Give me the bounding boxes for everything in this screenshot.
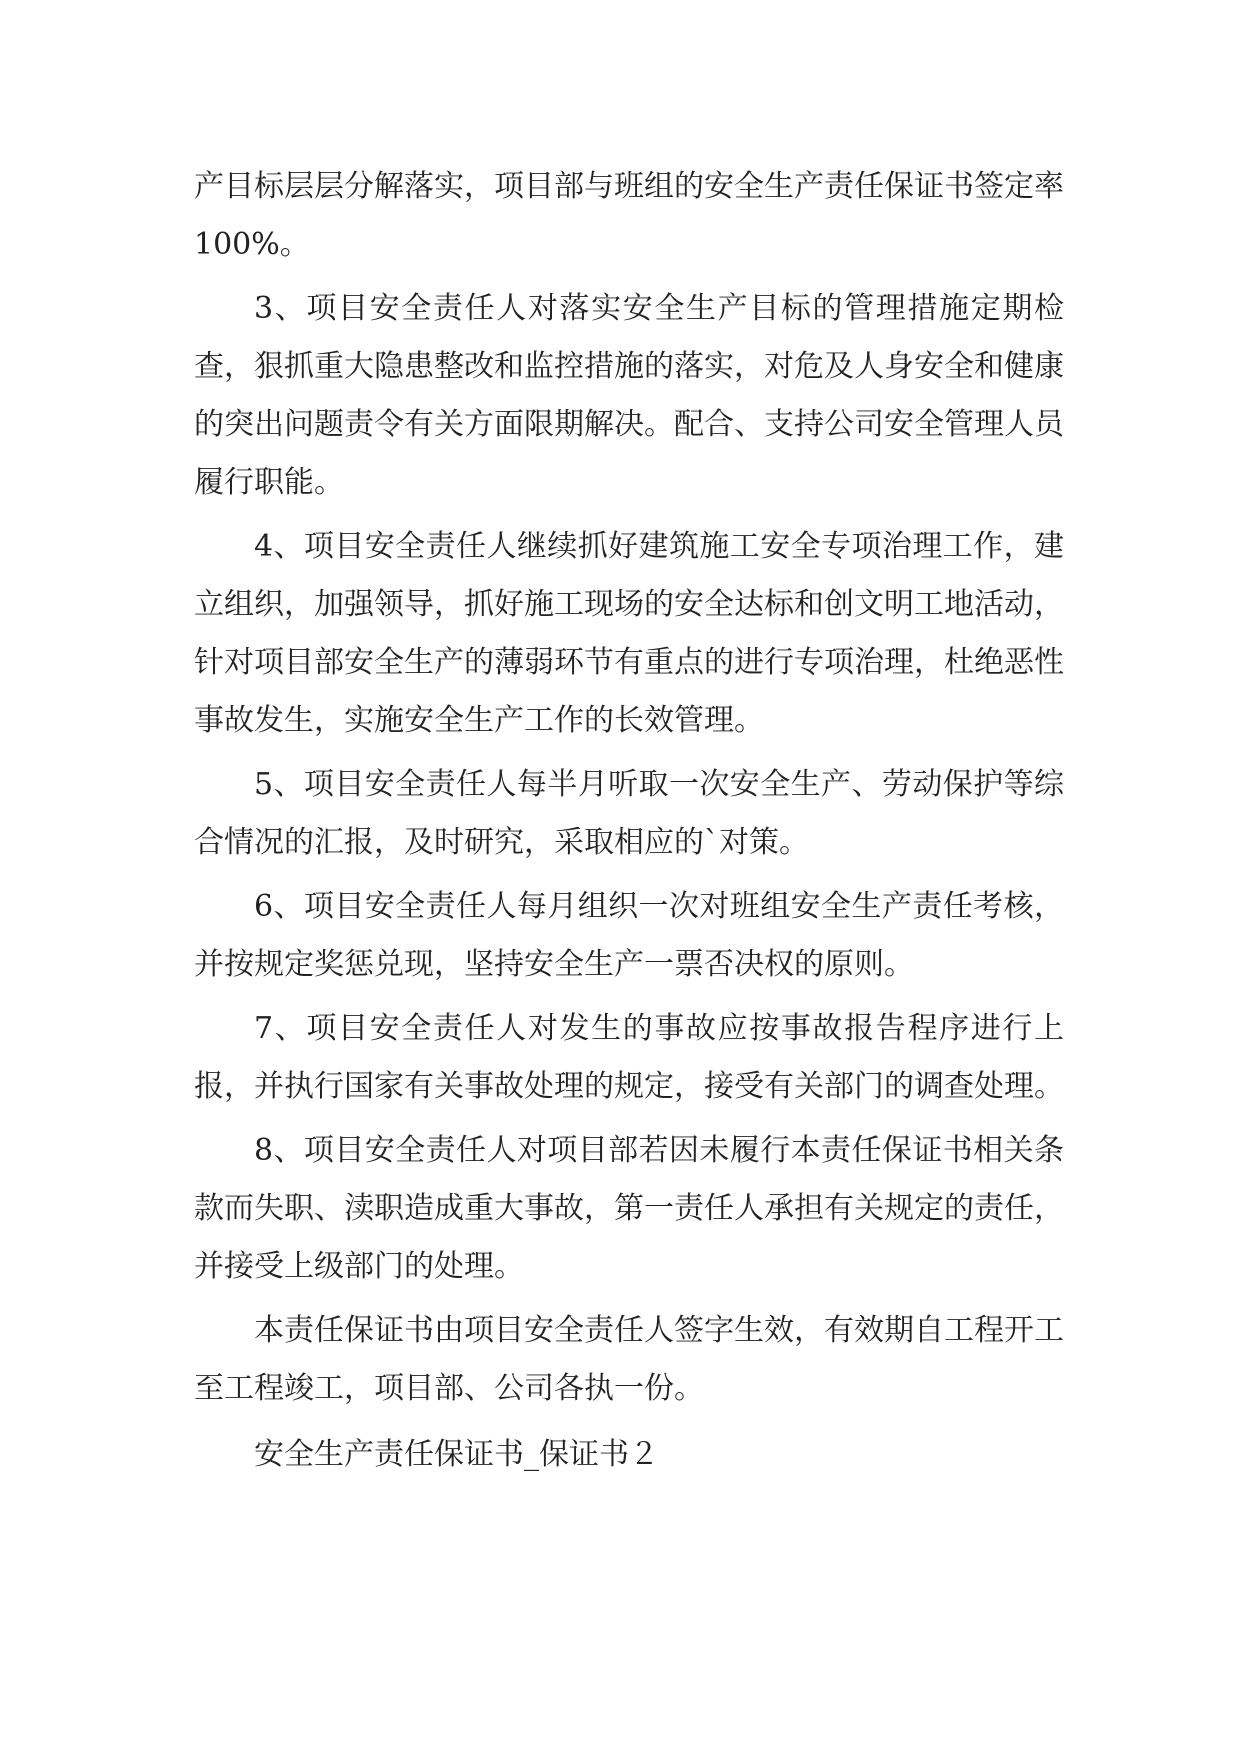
section-heading: 安全生产责任保证书_保证书２: [254, 1437, 659, 1472]
paragraph-item-3: 3、项目安全责任人对落实安全生产目标的管理措施定期检查，狠抓重大隐患整改和监控措施的落实，对危及人身安全和健康的突出问题责令有关方面限期解决。配合、支持公司安全管理人员履行职能。: [194, 291, 1064, 500]
paragraph-item-5: 5、项目安全责任人每半月听取一次安全生产、劳动保护等综合情况的汇报，及时研究，采取相应的`对策。: [194, 767, 1064, 860]
document-body: [194, 158, 1064, 1484]
paragraph-validity: 本责任保证书由项目安全责任人签字生效，有效期自工程开工至工程竣工，项目部、公司各执一份。: [194, 1313, 1064, 1406]
paragraph-continuation: 产目标层层分解落实，项目部与班组的安全生产责任保证书签定率 100%。: [194, 169, 1064, 262]
paragraph-item-7: 7、项目安全责任人对发生的事故应按事故报告程序进行上报，并执行国家有关事故处理的规定，接受有关部门的调查处理。: [194, 1011, 1064, 1104]
paragraph-item-8: 8、项目安全责任人对项目部若因未履行本责任保证书相关条款而失职、渎职造成重大事故，第一责任人承担有关规定的责任，并接受上级部门的处理。: [194, 1133, 1064, 1284]
paragraph-item-6: 6、项目安全责任人每月组织一次对班组安全生产责任考核，并按规定奖惩兑现，坚持安全生产一票否决权的原则。: [194, 889, 1064, 982]
paragraph-item-4: 4、项目安全责任人继续抓好建筑施工安全专项治理工作，建立组织，加强领导，抓好施工现场的安全达标和创文明工地活动，针对项目部安全生产的薄弱环节有重点的进行专项治理，杜绝恶性事故发生，实施安全生产工作的长效管理。: [194, 529, 1064, 738]
